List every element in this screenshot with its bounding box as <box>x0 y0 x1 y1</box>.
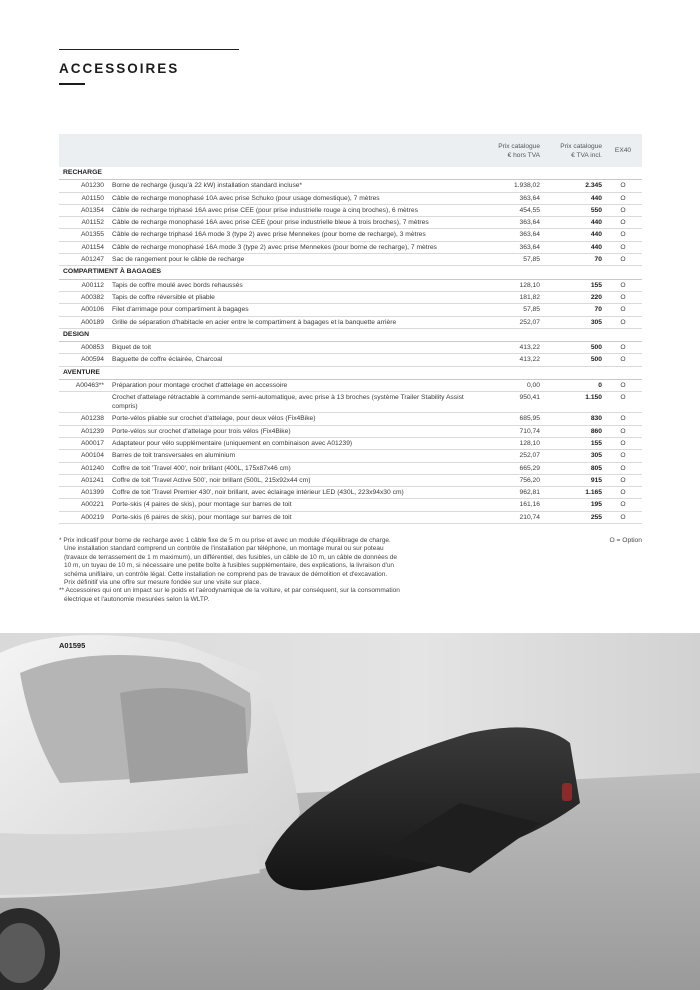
price-incl-vat: 155 <box>590 439 602 447</box>
price-excl-vat: 210,74 <box>519 513 540 521</box>
price-incl-vat: 500 <box>590 344 602 352</box>
reference-code: A00112 <box>81 281 104 289</box>
header-price-incl-vat: Prix catalogue € TVA incl. <box>560 142 602 159</box>
header-model: EX40 <box>614 147 632 154</box>
description: Câble de recharge triphasé 16A mode 3 (type 2) avec prise Mennekes (pour borne de recharge), 3 mètres <box>112 231 426 239</box>
table-row <box>59 229 642 241</box>
price-excl-vat: 756,20 <box>519 476 540 484</box>
price-incl-vat: 305 <box>590 318 602 326</box>
price-excl-vat: 685,95 <box>519 415 540 423</box>
option-marker: O <box>620 489 626 497</box>
option-marker: O <box>620 182 626 190</box>
price-incl-vat: 305 <box>590 452 602 460</box>
reference-code: A00853 <box>80 344 104 352</box>
price-incl-vat: 805 <box>590 464 602 472</box>
option-marker: O <box>620 356 626 364</box>
price-excl-vat: 1.938,02 <box>513 182 540 190</box>
reference-code: A01247 <box>80 256 104 264</box>
reference-code: A00104 <box>80 452 104 460</box>
description: Préparation pour montage crochet d'attelage en accessoire <box>112 382 288 390</box>
price-excl-vat: 363,64 <box>519 219 540 227</box>
price-excl-vat: 413,22 <box>519 356 540 364</box>
photo-reference-label: A01595 <box>59 641 86 650</box>
price-excl-vat: 57,85 <box>523 306 540 314</box>
description: Coffre de toit 'Travel Active 500', noir brillant (500L, 215x92x44 cm) <box>112 476 311 484</box>
price-excl-vat: 665,29 <box>519 464 540 472</box>
price-incl-vat: 195 <box>590 501 602 509</box>
table-body <box>59 167 642 524</box>
footnote-installation <box>59 537 451 587</box>
price-excl-vat: 181,82 <box>519 293 540 301</box>
reference-code: A01152 <box>81 219 104 227</box>
category-header: COMPARTIMENT À BAGAGES <box>59 266 642 279</box>
category-header: RECHARGE <box>59 167 642 180</box>
footnotes <box>59 537 451 604</box>
option-marker: O <box>620 382 626 390</box>
option-marker: O <box>620 464 626 472</box>
description: Porte-vélos pliable sur crochet d'attelage, pour deux vélos (Fix4Bike) <box>112 415 316 423</box>
description: Grille de séparation d'habitacle en acier entre le compartiment à bagages et la banquette arrière <box>112 318 397 326</box>
footnote-line: 10 m, un tuyau de 10 m, si nécessaire une petite boîte à fusibles supplémentaire, des explications, la livraison d'un <box>64 562 395 570</box>
price-excl-vat: 161,16 <box>519 501 540 509</box>
price-incl-vat: 1.150 <box>585 394 602 402</box>
header-price-excl-vat: Prix catalogue € hors TVA <box>498 142 540 159</box>
option-marker: O <box>620 206 626 214</box>
reference-code <box>59 393 112 411</box>
price-incl-vat: 440 <box>590 231 602 239</box>
option-legend: O = Option <box>609 537 642 544</box>
reference-code: A00594 <box>80 356 104 364</box>
footnote-line: * Prix indicatif pour borne de recharge avec 1 câble fixe de 5 m ou prise et avec un module d'équilibrage de charge. <box>59 537 391 544</box>
description: Porte-skis (6 paires de skis), pour montage sur barres de toit <box>112 513 292 521</box>
option-marker: O <box>620 394 626 402</box>
footnote-line: schéma unifilaire, un contrôle légal. Cette installation ne comprend pas de travaux de démolition et d'excavation. <box>64 570 388 578</box>
description: Tapis de coffre moulé avec bords rehaussés <box>112 281 243 289</box>
reference-code: A00382 <box>80 293 104 301</box>
price-excl-vat: 128,10 <box>519 281 540 289</box>
description: Câble de recharge triphasé 16A avec prise CEE (pour prise industrielle rouge à cinq broches), 6 mètres <box>112 206 418 214</box>
description: Coffre de toit 'Travel 400', noir brillant (400L, 175x87x46 cm) <box>112 464 291 472</box>
table-row <box>59 217 642 229</box>
table-row <box>59 342 642 354</box>
price-incl-vat: 440 <box>590 194 602 202</box>
description: Filet d'arrimage pour compartiment à bagages <box>112 306 249 314</box>
option-marker: O <box>620 256 626 264</box>
category-header: AVENTURE <box>59 367 642 380</box>
description: Câble de recharge monophasé 16A mode 3 (type 2) avec prise Mennekes (pour borne de recharge), 7 mètres <box>112 243 437 251</box>
description: Câble de recharge monophasé 16A avec prise CEE (pour prise industrielle bleue à trois broches), 7 mètres <box>112 219 429 227</box>
option-marker: O <box>620 231 626 239</box>
reference-code: A00106 <box>80 306 104 314</box>
description: Coffre de toit 'Travel Premier 430', noir brillant, avec éclairage intérieur LED (430L, 223x94x30 cm) <box>112 489 404 497</box>
price-excl-vat: 128,10 <box>519 439 540 447</box>
option-marker: O <box>620 318 626 326</box>
table-row <box>59 292 642 304</box>
price-incl-vat: 830 <box>590 415 602 423</box>
footnote-line: Une installation standard comprend un contrôle de l'installation par téléphone, un montage mural ou sur poteau <box>64 545 384 553</box>
table-row <box>59 193 642 205</box>
reference-code: A00017 <box>80 439 104 447</box>
price-excl-vat: 363,64 <box>519 243 540 251</box>
footnote-line: (travaux de terrassement de 1 m maximum), un différentiel, des fusibles, un câble de 10 m, un câble de données de <box>64 553 398 561</box>
page-title: ACCESSOIRES <box>59 61 180 76</box>
option-marker: O <box>620 501 626 509</box>
table-row <box>59 475 642 487</box>
reference-code: A01399 <box>80 489 104 497</box>
reference-code: A01239 <box>80 427 104 435</box>
price-excl-vat: 0,00 <box>526 382 540 390</box>
price-excl-vat: 413,22 <box>519 344 540 352</box>
top-rule <box>59 49 239 50</box>
title-underline <box>59 83 85 85</box>
table-row <box>59 205 642 217</box>
footnote-line: ** Accessoires qui ont un impact sur le poids et l'aérodynamique de la voiture, et par conséquent, sur la consommation <box>59 587 400 595</box>
price-incl-vat: 550 <box>590 206 602 214</box>
option-marker: O <box>620 219 626 227</box>
reference-code: A00219 <box>80 513 104 521</box>
description: Tapis de coffre réversible et pliable <box>112 293 215 301</box>
description: Porte-skis (4 paires de skis), pour montage sur barres de toit <box>112 501 292 509</box>
price-incl-vat: 860 <box>590 427 602 435</box>
table-row <box>59 254 642 266</box>
table-row <box>59 512 642 524</box>
reference-code: A01230 <box>80 182 104 190</box>
price-incl-vat: 70 <box>594 306 602 314</box>
table-row <box>59 487 642 499</box>
option-marker: O <box>620 281 626 289</box>
price-excl-vat: 363,64 <box>519 231 540 239</box>
table-row <box>59 426 642 438</box>
option-marker: O <box>620 194 626 202</box>
option-marker: O <box>620 306 626 314</box>
table-row <box>59 438 642 450</box>
option-marker: O <box>620 439 626 447</box>
description: Crochet d'attelage rétractable à commande semi-automatique, avec prise à 13 broches (système Trailer Stability Assist compris) <box>112 394 464 411</box>
price-incl-vat: 915 <box>590 476 602 484</box>
price-excl-vat: 363,64 <box>519 194 540 202</box>
option-marker: O <box>620 452 626 460</box>
price-incl-vat: 500 <box>590 356 602 364</box>
description: Biquet de toit <box>112 344 152 352</box>
table-row <box>59 280 642 292</box>
price-incl-vat: 255 <box>590 513 602 521</box>
price-incl-vat: 155 <box>590 281 602 289</box>
price-incl-vat: 2.345 <box>585 182 602 190</box>
description: Sac de rangement pour le câble de recharge <box>112 256 245 264</box>
reference-code: A01241 <box>80 476 104 484</box>
option-marker: O <box>620 513 626 521</box>
reference-code: A01354 <box>80 206 104 214</box>
reference-code: A01355 <box>80 231 104 239</box>
table-row <box>59 304 642 316</box>
reference-code: A01238 <box>80 415 104 423</box>
reference-code: A01240 <box>80 464 104 472</box>
table-row <box>59 354 642 366</box>
table-row <box>59 413 642 425</box>
accessories-table <box>59 134 642 524</box>
footnote-line: Prix définitif via une offre sur mesure fondée sur une visite sur place. <box>64 579 262 587</box>
option-marker: O <box>620 427 626 435</box>
price-excl-vat: 454,55 <box>519 206 540 214</box>
category-header: DESIGN <box>59 329 642 342</box>
price-excl-vat: 950,41 <box>519 394 540 402</box>
table-row <box>59 317 642 329</box>
description: Borne de recharge (jusqu'à 22 kW) installation standard incluse* <box>112 182 303 190</box>
reference-code: A00463** <box>75 382 104 390</box>
car-photo <box>0 633 700 990</box>
price-excl-vat: 57,85 <box>523 256 540 264</box>
price-excl-vat: 962,81 <box>519 489 540 497</box>
price-excl-vat: 710,74 <box>519 427 540 435</box>
table-row <box>59 380 642 392</box>
footnote-line: électrique et l'autonomie mesurées selon la WLTP. <box>64 595 210 603</box>
table-header <box>59 134 642 167</box>
footnote-wltp <box>59 587 451 604</box>
option-marker: O <box>620 415 626 423</box>
reference-code: A00189 <box>80 318 104 326</box>
option-marker: O <box>620 243 626 251</box>
price-incl-vat: 220 <box>590 293 602 301</box>
price-incl-vat: 440 <box>590 219 602 227</box>
description: Baguette de coffre éclairée, Charcoal <box>112 356 223 364</box>
table-row <box>59 392 642 413</box>
price-incl-vat: 0 <box>598 382 602 390</box>
table-row <box>59 180 642 192</box>
description: Adaptateur pour vélo supplémentaire (uniquement en combinaison avec A01239) <box>112 439 353 447</box>
price-incl-vat: 70 <box>594 256 602 264</box>
price-excl-vat: 252,07 <box>519 318 540 326</box>
option-marker: O <box>620 476 626 484</box>
table-row <box>59 450 642 462</box>
description: Câble de recharge monophasé 10A avec prise Schuko (pour usage domestique), 7 mètres <box>112 194 380 202</box>
price-incl-vat: 1.165 <box>585 489 602 497</box>
table-row <box>59 242 642 254</box>
reference-code: A00221 <box>80 501 104 509</box>
description: Porte-vélos sur crochet d'attelage pour trois vélos (Fix4Bike) <box>112 427 291 435</box>
reference-code: A01150 <box>81 194 104 202</box>
reference-code: A01154 <box>81 243 104 251</box>
price-excl-vat: 252,07 <box>519 452 540 460</box>
description: Barres de toit transversales en aluminium <box>112 452 236 460</box>
price-incl-vat: 440 <box>590 243 602 251</box>
option-marker: O <box>620 293 626 301</box>
option-marker: O <box>620 344 626 352</box>
table-row <box>59 499 642 511</box>
table-row <box>59 463 642 475</box>
